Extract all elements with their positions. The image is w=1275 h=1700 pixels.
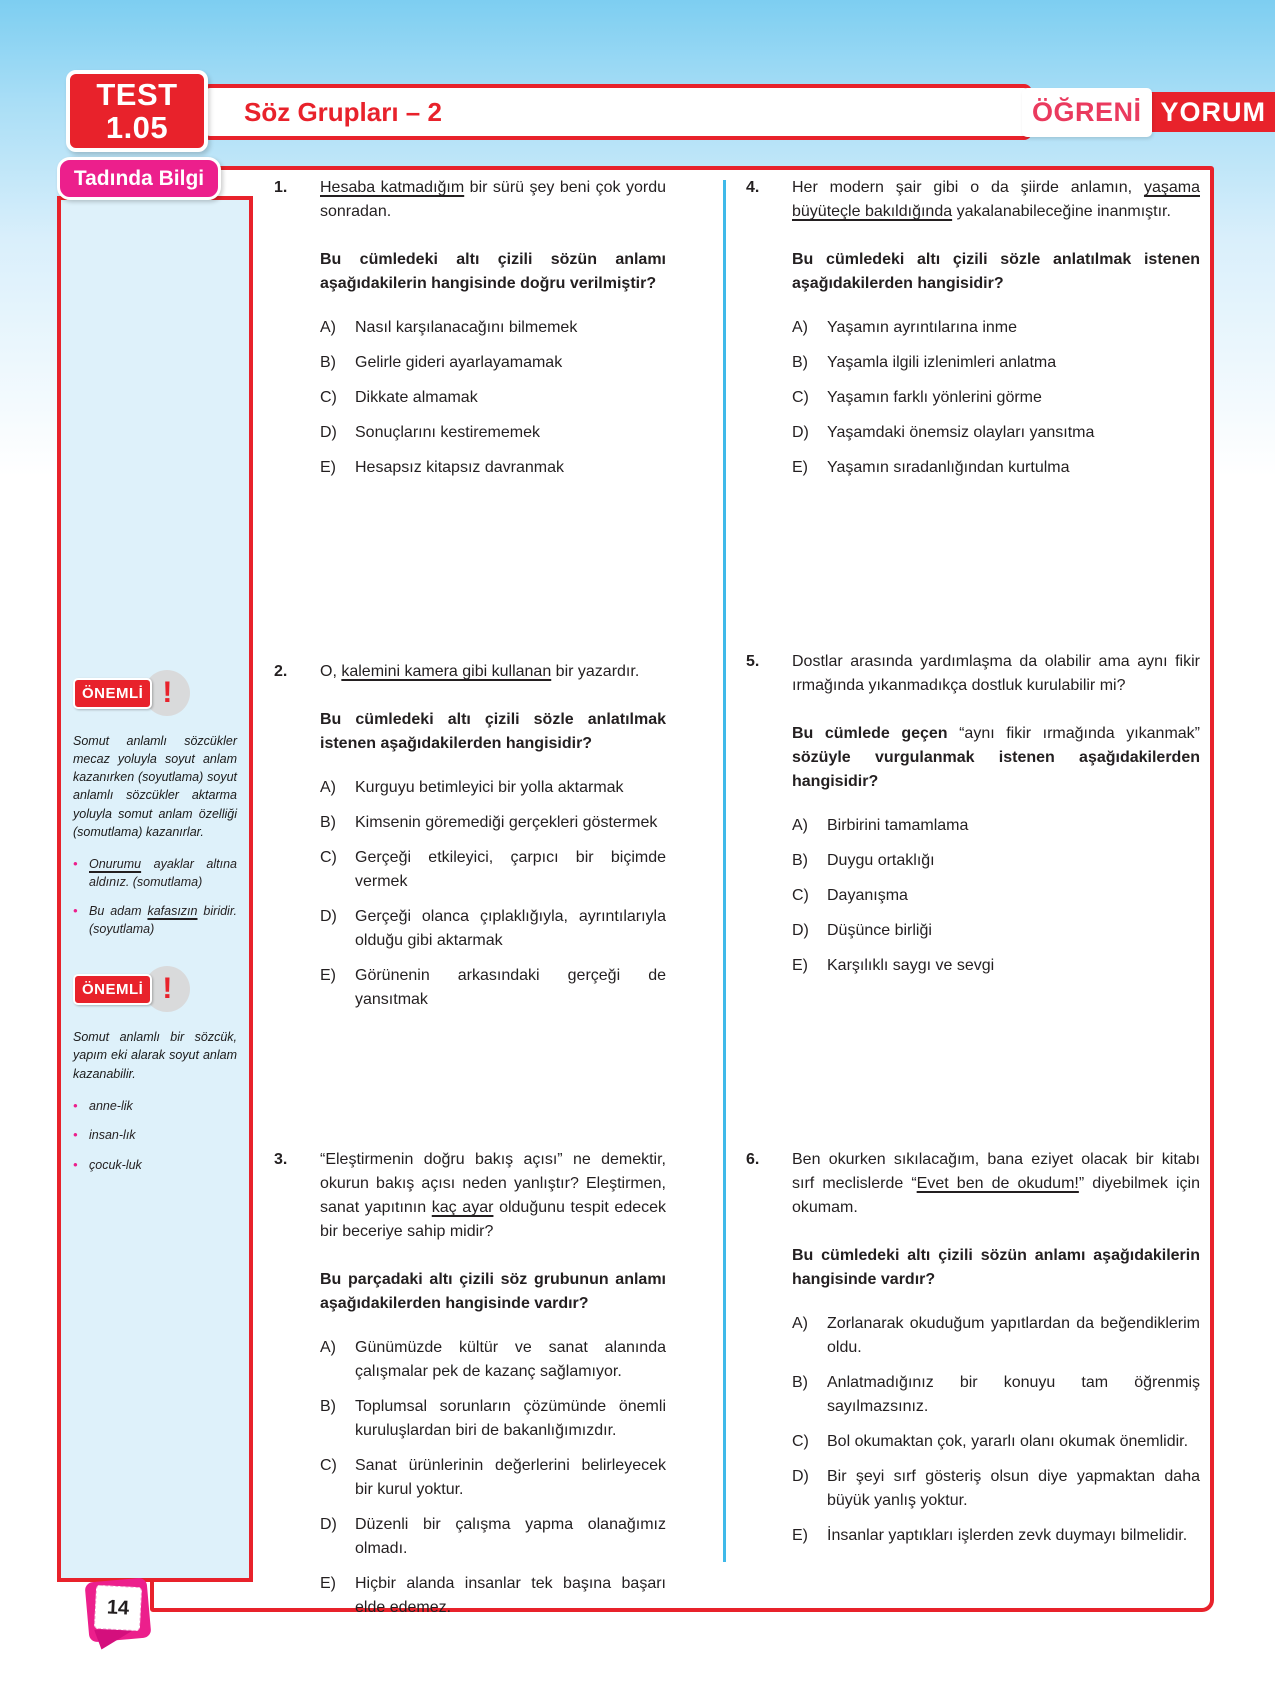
option-e: E) Hiçbir alanda insanlar tek başına başarı elde edemez.: [320, 1575, 666, 1616]
page-number: 14: [94, 1585, 142, 1631]
options-list: [320, 1336, 666, 1620]
bullet-icon: •: [73, 855, 78, 871]
note-bullet: • insan-lık: [73, 1126, 237, 1145]
question-passage: Ben okurken sıkılacağım, bana eziyet olacak bir kitabı sırf meclislerde “Evet ben de okudum!” diyebilmek için okumam.: [792, 1151, 1200, 1216]
question-passage: Dostlar arasında yardımlaşma da olabilir ama aynı fikir ırmağında yıkanmadıkça dostluk kurulabilir mi?: [792, 653, 1200, 694]
column-divider: [723, 180, 726, 1562]
important-note-2: [73, 966, 237, 1175]
question-1: [274, 176, 666, 491]
onemli-label: ÖNEMLİ: [73, 974, 152, 1005]
question-number: 3.: [274, 1151, 288, 1168]
option-b: B) Gelirle gideri ayarlayamamak: [320, 354, 563, 371]
question-4: [746, 176, 1200, 491]
question-5: [746, 650, 1200, 989]
option-a: A) Zorlanarak okuduğum yapıtlardan da beğendiklerim oldu.: [792, 1315, 1200, 1356]
note-bullet: • Bu adam kafasızın biridir. (soyutlama): [73, 902, 237, 938]
option-b: B) Kimsenin göremediği gerçekleri göstermek: [320, 814, 658, 831]
option-d: D) Düzenli bir çalışma yapma olanağımız olmadı.: [320, 1516, 666, 1557]
option-c: C) Dikkate almamak: [320, 389, 478, 406]
onemli-label: ÖNEMLİ: [73, 678, 152, 709]
question-passage: O, kalemini kamera gibi kullanan bir yazardır.: [320, 663, 640, 680]
option-b: B) Anlatmadığınız bir konuyu tam öğrenmiş sayılmazsınız.: [792, 1374, 1200, 1415]
question-number: 5.: [746, 653, 760, 670]
exclamation-icon: !: [144, 670, 190, 716]
question-6: [746, 1148, 1200, 1559]
note-bullet: • Onurumu ayaklar altına aldınız. (somutlama): [73, 855, 237, 891]
option-e: E) Görünenin arkasındaki gerçeği de yansıtmak: [320, 967, 666, 1008]
options-list: [792, 1312, 1200, 1548]
page-title: Söz Grupları – 2: [244, 96, 442, 127]
bullet-icon: •: [73, 1097, 78, 1113]
bullet-icon: •: [73, 1127, 78, 1143]
note-text: Somut anlamlı bir sözcük, yapım eki alarak soyut anlam kazanabilir.: [73, 1030, 237, 1081]
important-note-1: [73, 670, 237, 938]
question-passage: “Eleştirmenin doğru bakış açısı” ne demektir, okurun bakış açısı neden yanlıştır? Eleştirmen, sanat yapıtının kaç ayar olduğunu tespit edecek bir beceriye sahip midir?: [320, 1151, 667, 1240]
bullet-icon: •: [73, 1157, 78, 1173]
option-a: A) Günümüzde kültür ve sanat alanında çalışmalar pek de kazanç sağlamıyor.: [320, 1339, 666, 1380]
tadinda-bilgi-badge: Tadında Bilgi: [57, 157, 221, 200]
question-stem: Bu cümlede geçen “aynı fikir ırmağında yıkanmak” sözüyle vurgulanmak istenen aşağıdakilerden hangisidir?: [792, 725, 1200, 790]
option-d: D) Gerçeği olanca çıplaklığıyla, ayrıntılarıyla olduğu gibi aktarmak: [320, 908, 666, 949]
question-stem: Bu cümledeki altı çizili sözün anlamı aşağıdakilerin hangisinde vardır?: [792, 1247, 1200, 1288]
option-e: E) Hesapsız kitapsız davranmak: [320, 459, 564, 476]
onemli-badge: [73, 670, 237, 716]
note-text: Somut anlamlı sözcükler mecaz yoluyla soyut anlam kazanırken (soyutlama) soyut anlamlı sözcükler aktarma yoluyla somut anlam özelliği (somutlama) kazanırlar.: [73, 734, 237, 839]
onemli-badge: [73, 966, 237, 1012]
question-number: 6.: [746, 1151, 760, 1168]
exclamation-icon: !: [144, 966, 190, 1012]
question-stem: Bu parçadaki altı çizili söz grubunun anlamı aşağıdakilerden hangisinde vardır?: [320, 1271, 666, 1312]
question-stem: Bu cümledeki altı çizili sözle anlatılmak istenen aşağıdakilerden hangisidir?: [320, 711, 666, 752]
page-number-badge: [87, 1580, 153, 1650]
option-d: D) Yaşamdaki önemsiz olayları yansıtma: [792, 424, 1095, 441]
test-word: TEST: [96, 76, 178, 112]
question-stem: Bu cümledeki altı çizili sözün anlamı aşağıdakilerin hangisinde doğru verilmiştir?: [320, 251, 666, 292]
question-number: 1.: [274, 179, 288, 196]
option-d: D) Bir şeyi sırf gösteriş olsun diye yapmaktan daha büyük yanlış yoktur.: [792, 1468, 1200, 1509]
note-bullet: • çocuk-luk: [73, 1156, 237, 1175]
question-number: 4.: [746, 179, 760, 196]
test-number: 1.05: [105, 110, 169, 145]
option-b: B) Duygu ortaklığı: [792, 852, 935, 869]
test-number-box: [66, 70, 208, 152]
note-bullet: • anne-lik: [73, 1097, 237, 1116]
option-c: C) Yaşamın farklı yönlerini görme: [792, 389, 1042, 406]
title-bar: [202, 84, 1032, 140]
options-list: [320, 776, 666, 1012]
question-number: 2.: [274, 663, 288, 680]
question-3: [274, 1148, 666, 1631]
option-a: A) Birbirini tamamlama: [792, 817, 969, 834]
option-c: C) Dayanışma: [792, 887, 908, 904]
question-passage: Hesaba katmadığım bir sürü şey beni çok yordu sonradan.: [320, 179, 666, 220]
option-c: C) Gerçeği etkileyici, çarpıcı bir biçimde vermek: [320, 849, 666, 890]
option-b: B) Yaşamla ilgili izlenimleri anlatma: [792, 354, 1057, 371]
question-passage: Her modern şair gibi o da şiirde anlamın, yaşama büyüteçle bakıldığında yakalanabileceğine inanmıştır.: [792, 179, 1200, 220]
options-list: [792, 316, 1200, 480]
question-2: [274, 660, 666, 1023]
publisher-logo: [1022, 86, 1275, 138]
logo-right-text: YORUM: [1149, 92, 1275, 132]
bullet-icon: •: [73, 903, 78, 918]
option-d: D) Sonuçlarını kestirememek: [320, 424, 540, 441]
option-c: C) Bol okumaktan çok, yararlı olanı okumak önemlidir.: [792, 1433, 1189, 1450]
option-a: A) Yaşamın ayrıntılarına inme: [792, 319, 1018, 336]
options-list: [792, 814, 1200, 978]
question-stem: Bu cümledeki altı çizili sözle anlatılmak istenen aşağıdakilerden hangisidir?: [792, 251, 1200, 292]
option-e: E) Yaşamın sıradanlığından kurtulma: [792, 459, 1070, 476]
option-c: C) Sanat ürünlerinin değerlerini belirleyecek bir kurul yoktur.: [320, 1457, 666, 1498]
option-e: E) Karşılıklı saygı ve sevgi: [792, 957, 995, 974]
option-d: D) Düşünce birliği: [792, 922, 932, 939]
option-e: E) İnsanlar yaptıkları işlerden zevk duymayı bilmelidir.: [792, 1527, 1188, 1544]
logo-left-text: ÖĞRENİ: [1022, 88, 1152, 137]
option-a: A) Nasıl karşılanacağını bilmemek: [320, 319, 578, 336]
option-a: A) Kurguyu betimleyici bir yolla aktarmak: [320, 779, 624, 796]
option-b: B) Toplumsal sorunların çözümünde önemli kuruluşlardan biri de bakanlığımızdır.: [320, 1398, 666, 1439]
info-sidebar: [57, 196, 253, 1582]
options-list: [320, 316, 666, 480]
